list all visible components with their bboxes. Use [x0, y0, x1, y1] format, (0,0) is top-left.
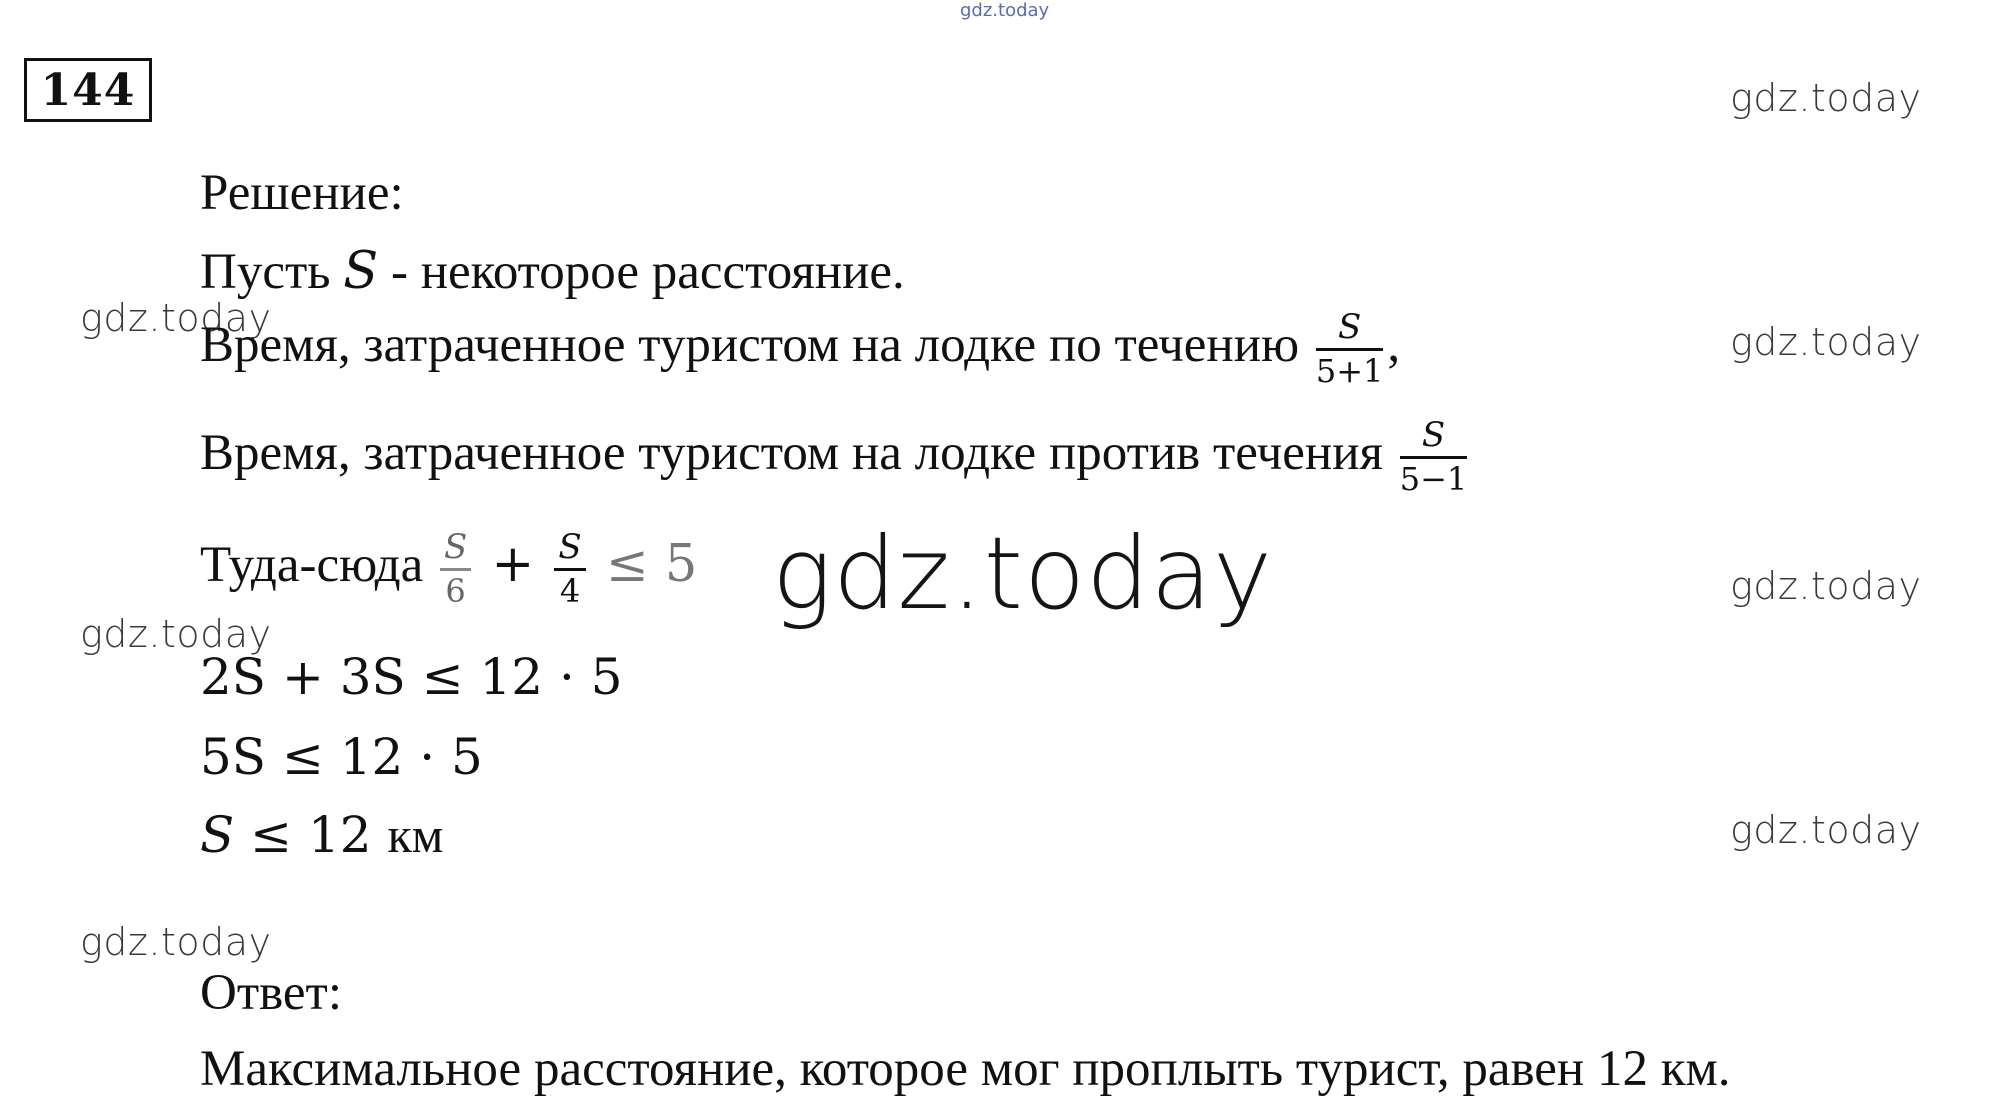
line1-var: S: [343, 242, 379, 301]
solution-line-3: [200, 415, 1471, 498]
solution-line-1: [200, 242, 905, 301]
solution-line-2: [200, 307, 1401, 390]
eq3-unit: км: [387, 807, 444, 863]
frac-denominator: 6: [445, 571, 466, 610]
problem-number: 144: [40, 64, 136, 116]
answer-text: Максимальное расстояние, которое мог проплыть турист, равен 12 км.: [200, 1041, 1731, 1097]
line2-text: Время, затраченное туристом на лодке по течению: [200, 316, 1312, 373]
problem-number-box: [24, 58, 152, 122]
watermark-left-2: gdz.today: [80, 612, 272, 656]
watermark-top: gdz.today: [960, 0, 1050, 21]
watermark-left-1: gdz.today: [80, 296, 272, 340]
eq3-var: S: [200, 806, 235, 864]
eq3-rest: ≤ 12: [234, 806, 388, 864]
frac-denominator: 5−1: [1399, 459, 1468, 498]
line4-plus: +: [475, 534, 551, 594]
line3-text: Время, затраченное туристом на лодке против течения: [200, 424, 1396, 481]
watermark-right-3: gdz.today: [1730, 564, 1922, 608]
solution-heading: Решение:: [200, 165, 404, 221]
line2-after: ,: [1387, 316, 1401, 373]
watermark-right-1: gdz.today: [1730, 76, 1922, 120]
answer-heading: Ответ:: [200, 965, 342, 1021]
line4-text: Туда-сюда: [200, 536, 436, 593]
frac-numerator: S: [558, 527, 582, 567]
fraction-s-over-4: [554, 527, 585, 610]
frac-numerator: S: [1421, 415, 1446, 455]
watermark-center-big: gdz.today: [772, 515, 1274, 632]
equation-1: 2S + 3S ≤ 12 · 5: [200, 648, 623, 706]
frac-denominator: 4: [559, 571, 581, 610]
solution-line-4: [200, 527, 698, 610]
frac-numerator: S: [443, 527, 468, 567]
frac-numerator: S: [1337, 307, 1362, 347]
equation-2: 5S ≤ 12 · 5: [200, 728, 483, 786]
fraction-s-over-6: [440, 527, 471, 610]
equation-3: [200, 806, 444, 864]
fraction-s-over-5-plus-1: [1315, 307, 1384, 390]
watermark-left-3: gdz.today: [80, 920, 272, 964]
line4-relation: ≤ 5: [589, 534, 698, 594]
frac-denominator: 5+1: [1315, 351, 1384, 390]
line1-prefix: Пусть: [200, 244, 344, 300]
watermark-right-4: gdz.today: [1730, 808, 1922, 852]
fraction-s-over-5-minus-1: [1399, 415, 1468, 498]
watermark-right-2: gdz.today: [1730, 320, 1922, 364]
line1-suffix: - некоторое расстояние.: [378, 244, 905, 300]
